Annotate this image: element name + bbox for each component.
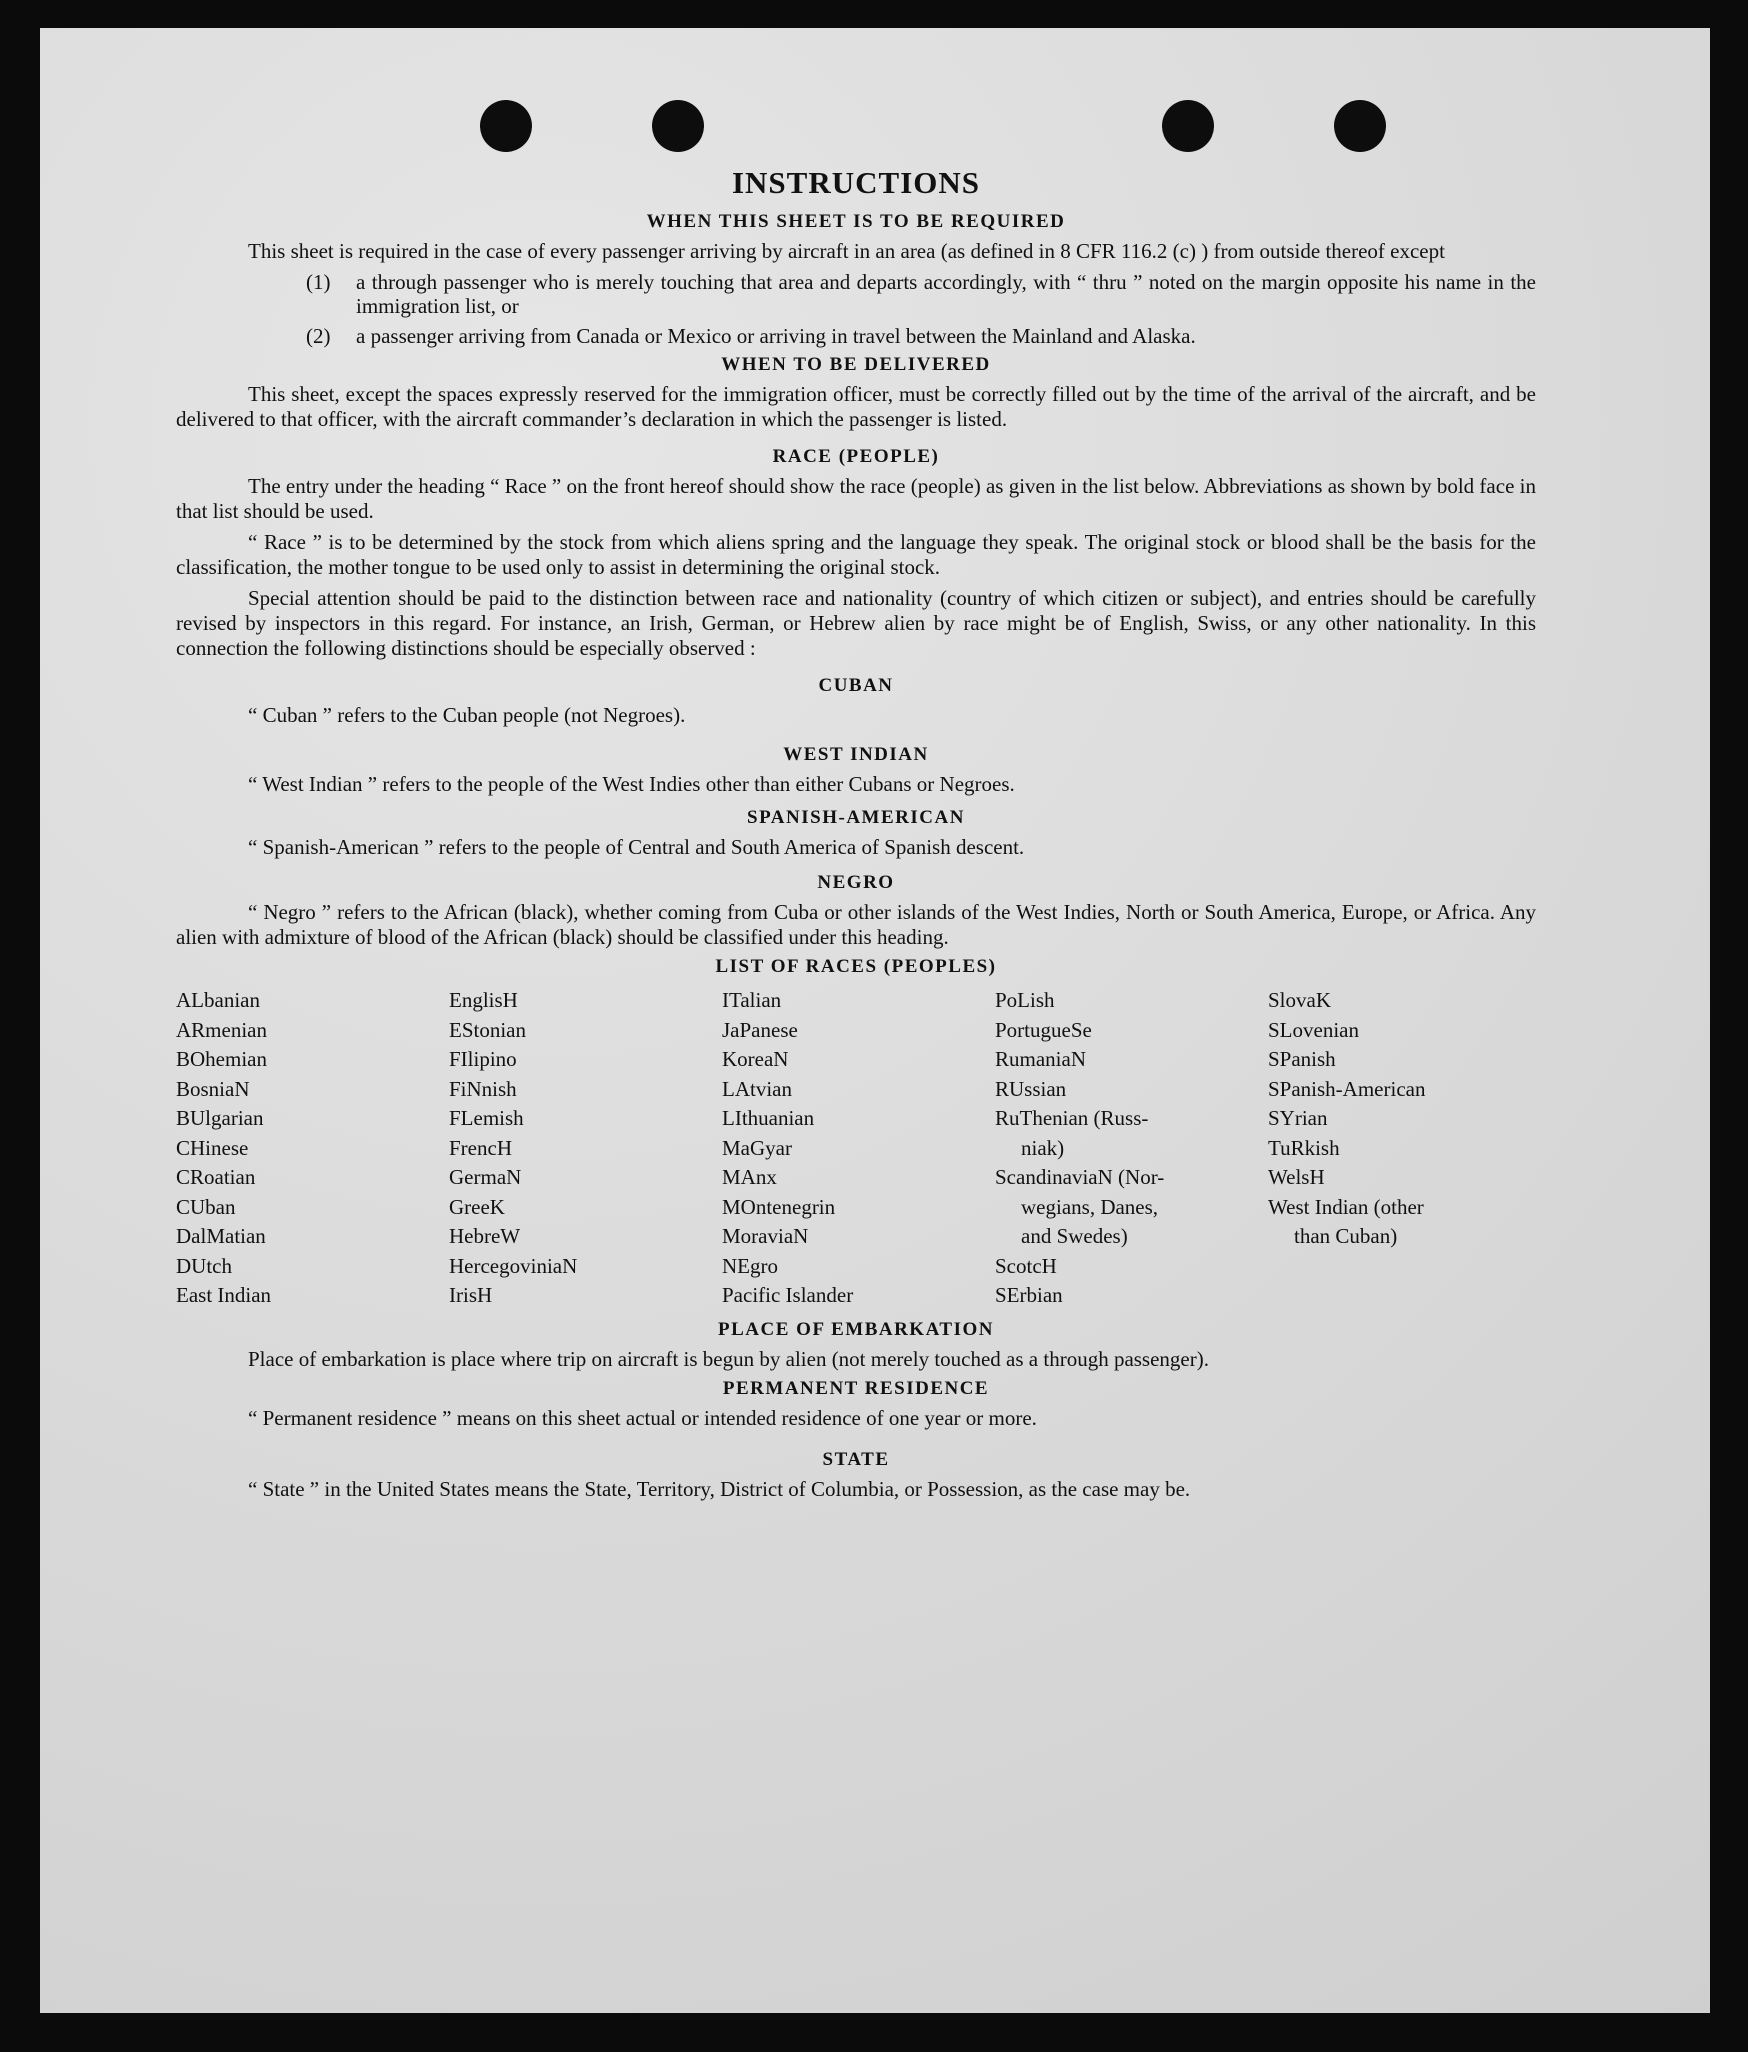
race-entry: CRoatian [176, 1165, 256, 1189]
race-entry: LAtvian [722, 1076, 792, 1101]
race-entry: TuRkish [1268, 1135, 1340, 1160]
race-entry: HebreW [449, 1224, 521, 1248]
races-column [176, 986, 449, 1311]
race-entry: FiNnish [449, 1076, 517, 1101]
race-entry: MOntenegrin [722, 1194, 836, 1219]
page-title: INSTRUCTIONS [731, 165, 980, 200]
residence-text: “ Permanent residence ” means on this sheet actual or intended residence of one year or more. [248, 1405, 1037, 1430]
race-entry: RumaniaN [995, 1047, 1086, 1071]
punch-hole [652, 100, 704, 152]
item-text: a passenger arriving from Canada or Mexico or arriving in travel between the Mainland and Alaska. [356, 324, 1196, 348]
section-heading-state: STATE [822, 1448, 890, 1470]
race-entry: FrencH [449, 1135, 512, 1160]
section-heading-residence: PERMANENT RESIDENCE [722, 1377, 990, 1399]
race-entry: GreeK [449, 1194, 505, 1219]
race-entry: NEgro [722, 1253, 778, 1278]
list-item [176, 324, 1536, 348]
section-heading-when-delivered: WHEN TO BE DELIVERED [721, 354, 991, 375]
race-entry: DUtch [176, 1253, 232, 1278]
race-entry: Pacific Islander [722, 1283, 854, 1307]
race-entry: ARmenian [176, 1017, 267, 1042]
section-heading-race: RACE (PEOPLE) [772, 446, 940, 467]
race-entry: East Indian [176, 1283, 272, 1307]
race-entry: SLovenian [1268, 1017, 1359, 1042]
races-column [1268, 986, 1536, 1311]
race-entry: BUlgarian [176, 1106, 264, 1130]
race-entry: ScandinaviaN (Nor- [995, 1165, 1165, 1189]
section-heading-embarkation: PLACE OF EMBARKATION [718, 1318, 994, 1340]
west-indian-text: “ West Indian ” refers to the people of the West Indies other than either Cubans or Negroes. [248, 772, 1015, 796]
race-entry: ALbanian [176, 988, 260, 1012]
section-heading-west-indian: WEST INDIAN [783, 744, 929, 765]
race-entry: EnglisH [449, 988, 518, 1012]
races-list [176, 986, 1536, 1311]
punch-hole [1162, 100, 1214, 152]
race-entry: FLemish [449, 1106, 524, 1130]
section-heading-cuban: CUBAN [818, 675, 894, 696]
race-entry: CHinese [176, 1135, 249, 1160]
section-heading-list-of-races: LIST OF RACES (PEOPLES) [715, 956, 997, 977]
race-entry: West Indian (other [1268, 1194, 1424, 1219]
race-entry: BOhemian [176, 1047, 267, 1071]
item-number: (2) [306, 324, 331, 348]
races-column [722, 986, 995, 1311]
section-heading-spanish-american: SPANISH-AMERICAN [747, 807, 965, 828]
when-delivered-text: This sheet, except the spaces expressly reserved for the immigration officer, must be correctly filled out by the time of the arrival of the aircraft, and be delivered to that officer, with the aircraft commander’s declaration in which the passenger is listed. [176, 382, 1536, 431]
race-entry: GermaN [449, 1165, 522, 1189]
race-entry: SYrian [1268, 1106, 1328, 1130]
cuban-text: “ Cuban ” refers to the Cuban people (not Negroes). [248, 703, 686, 727]
race-entry: BosniaN [176, 1076, 250, 1101]
race-entry: PoLish [995, 988, 1055, 1012]
race-entry: wegians, Danes, [1021, 1194, 1159, 1219]
race-entry: JaPanese [722, 1017, 798, 1042]
race-entry: MaGyar [722, 1135, 792, 1160]
embarkation-text: Place of embarkation is place where trip on aircraft is begun by alien (not merely touched as a through passenger). [248, 1346, 1209, 1371]
race-entry: DalMatian [176, 1224, 266, 1248]
item-number: (1) [306, 270, 331, 294]
races-column [995, 986, 1268, 1311]
race-entry: MoraviaN [722, 1224, 809, 1248]
instructions-body [176, 165, 1536, 1508]
race-entry: SErbian [995, 1283, 1063, 1307]
race-entry: ITalian [722, 988, 782, 1012]
race-entry: IrisH [449, 1283, 493, 1307]
race-entry: ScotcH [995, 1253, 1057, 1278]
punch-hole [1334, 100, 1386, 152]
race-entry: LIthuanian [722, 1106, 815, 1130]
race-entry: than Cuban) [1294, 1224, 1398, 1248]
race-entry: SPanish [1268, 1047, 1336, 1071]
race-entry: HercegoviniaN [449, 1253, 578, 1278]
spanish-american-text: “ Spanish-American ” refers to the people of Central and South America of Spanish descent. [248, 835, 1025, 859]
punch-hole [480, 100, 532, 152]
race-entry: SPanish-American [1268, 1076, 1426, 1101]
race-entry: RuThenian (Russ- [995, 1106, 1149, 1130]
race-paragraph: The entry under the heading “ Race ” on the front hereof should show the race (people) as given in the list below. Abbreviations as shown by bold face in that list should be used. [176, 474, 1536, 523]
negro-text: “ Negro ” refers to the African (black), whether coming from Cuba or other islands of the West Indies, North or South America, Europe, or Africa. Any alien with admixture of blood of the African (black) should be classified under this heading. [176, 900, 1536, 949]
races-column [449, 986, 722, 1311]
race-entry: KoreaN [722, 1047, 789, 1071]
state-text: “ State ” in the United States means the State, Territory, District of Columbia, or Possession, as the case may be. [248, 1476, 1191, 1501]
race-entry: SlovaK [1268, 988, 1331, 1012]
race-entry: niak) [1021, 1135, 1065, 1160]
section-heading-negro: NEGRO [817, 872, 895, 893]
race-entry: EStonian [449, 1017, 526, 1042]
race-entry: MAnx [722, 1165, 777, 1189]
list-item [176, 270, 1536, 318]
race-paragraph: “ Race ” is to be determined by the stock from which aliens spring and the language they speak. The original stock or blood shall be the basis for the classification, the mother tongue to be used only to assist in determining the original stock. [176, 530, 1536, 579]
item-text: a through passenger who is merely touching that area and departs accordingly, with “ thru ” noted on the margin opposite his name in the immigration list, or [356, 270, 1536, 318]
race-entry: PortugueSe [995, 1017, 1092, 1042]
race-entry: WelsH [1268, 1165, 1325, 1189]
when-required-intro: This sheet is required in the case of every passenger arriving by aircraft in an area (as defined in 8 CFR 116.2 (c) ) from outside thereof except [248, 239, 1445, 263]
race-entry: RUssian [995, 1076, 1067, 1101]
race-entry: FIlipino [449, 1047, 517, 1071]
section-heading-when-required: WHEN THIS SHEET IS TO BE REQUIRED [646, 211, 1066, 232]
race-entry: CUban [176, 1194, 236, 1219]
race-entry: and Swedes) [1021, 1224, 1128, 1248]
race-paragraph: Special attention should be paid to the distinction between race and nationality (country of which citizen or subject), and entries should be carefully revised by inspectors in this regard. For instance, an Irish, German, or Hebrew alien by race might be of English, Swiss, or any other nationality. In this connection the following distinctions should be especially observed : [176, 586, 1536, 660]
